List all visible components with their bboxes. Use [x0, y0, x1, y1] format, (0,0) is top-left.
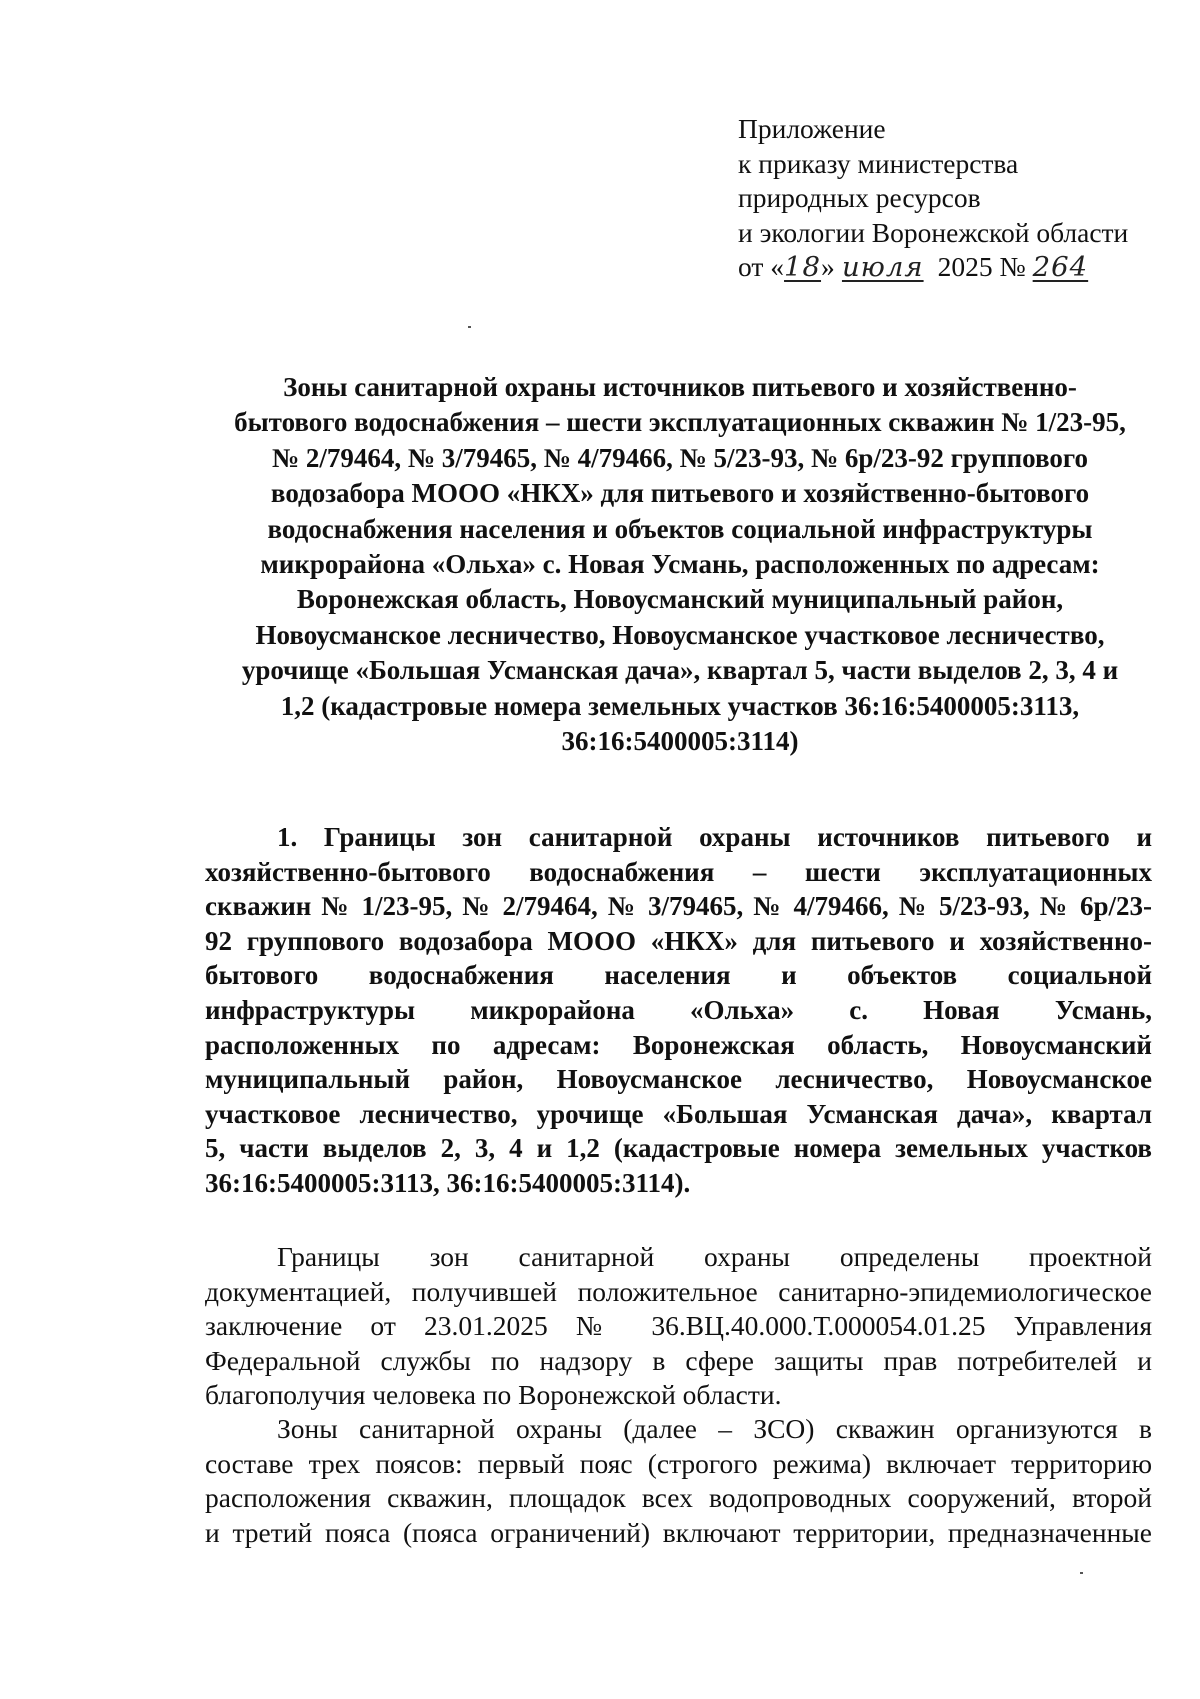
section-1-line: 5, части выделов 2, 3, 4 и 1,2 (кадастровые номера земельных участков [205, 1133, 1152, 1164]
section-1 [205, 820, 1152, 1201]
paragraph-line: расположения скважин, площадок всех водопроводных сооружений, второй [205, 1482, 1152, 1514]
order-number-handwritten: 264 [1032, 251, 1089, 283]
section-1-line: 36:16:5400005:3113, 36:16:5400005:3114). [205, 1167, 691, 1198]
paragraph-line: благополучия человека по Воронежской области. [205, 1379, 782, 1411]
section-1-line: 92 группового водозабора МООО «НКХ» для питьевого и хозяйственно- [205, 925, 1152, 956]
paragraph-line: Федеральной службы по надзору в сфере защиты прав потребителей и [205, 1344, 1152, 1376]
appendix-line: Приложение [738, 113, 886, 144]
date-day-handwritten: 18 [784, 251, 822, 283]
appendix-header [738, 112, 1158, 285]
section-1-line: бытового водоснабжения населения и объектов социальной [205, 960, 1152, 991]
title-line: 36:16:5400005:3114) [561, 726, 799, 757]
section-1-line: скважин № 1/23-95, № 2/79464, № 3/79465, № 4/79466, № 5/23-93, № 6р/23- [205, 891, 1152, 922]
paragraph-line: заключение от 23.01.2025 № 36.ВЦ.40.000.Т.000054.01.25 Управления [205, 1310, 1152, 1342]
appendix-line: и экологии Воронежской области [738, 216, 1129, 248]
appendix-line: к приказу министерства [738, 147, 1019, 179]
section-1-line: 1. Границы зон санитарной охраны источников питьевого и [277, 822, 1152, 852]
title-line: 1,2 (кадастровые номера земельных участков 36:16:5400005:3113, [280, 690, 1080, 721]
section-1-line: хозяйственно-бытового водоснабжения – шести эксплуатационных [205, 856, 1152, 887]
appendix-date-line [738, 250, 1158, 285]
section-1-line: участковое лесничество, урочище «Большая Усманская дача», квартал [205, 1098, 1152, 1129]
paragraph-boundaries [205, 1240, 1152, 1413]
paragraph-line: составе трех поясов: первый пояс (строгого режима) включает территорию [205, 1447, 1152, 1479]
scan-speck [468, 326, 471, 328]
section-1-line: расположенных по адресам: Воронежская область, Новоусманский [205, 1029, 1152, 1060]
title-line: Воронежская область, Новоусманский муниципальный район, [296, 584, 1064, 615]
paragraph-line: документацией, получившей положительное санитарно-эпидемиологическое [205, 1275, 1152, 1307]
paragraph-line: и третий пояса (пояса ограничений) включают территории, предназначенные [205, 1516, 1152, 1548]
title-line: урочище «Большая Усманская дача», квартал 5, части выделов 2, 3, 4 и [241, 655, 1119, 686]
date-close-quote: » [821, 251, 835, 282]
paragraph-line: Зоны санитарной охраны (далее – ЗСО) скважин организуются в [277, 1413, 1152, 1444]
title-line: бытового водоснабжения – шести эксплуатационных скважин № 1/23-95, [234, 407, 1126, 438]
paragraph-zso [205, 1412, 1152, 1550]
paragraph-line: Границы зон санитарной охраны определены проектной [277, 1241, 1152, 1272]
title-line: микрорайона «Ольха» с. Новая Усмань, расположенных по адресам: [260, 549, 1100, 580]
title-line: Новоусманское лесничество, Новоусманское участковое лесничество, [255, 619, 1105, 650]
appendix-line: природных ресурсов [738, 182, 981, 213]
date-month-handwritten: июля [841, 251, 924, 283]
section-1-line: муниципальный район, Новоусманское лесничество, Новоусманское [205, 1064, 1152, 1095]
document-title [200, 370, 1160, 759]
title-line: № 2/79464, № 3/79465, № 4/79466, № 5/23-93, № 6р/23-92 группового [271, 442, 1088, 473]
section-1-line: инфраструктуры микрорайона «Ольха» с. Новая Усмань, [205, 994, 1152, 1025]
title-line: водоснабжения населения и объектов социальной инфраструктуры [267, 513, 1093, 544]
title-line: водозабора МООО «НКХ» для питьевого и хозяйственно-бытового [270, 478, 1090, 509]
date-year: 2025 № [937, 251, 1026, 282]
scan-speck [1080, 1572, 1083, 1574]
date-prefix: от « [738, 251, 785, 282]
title-line: Зоны санитарной охраны источников питьевого и хозяйственно- [283, 372, 1077, 402]
